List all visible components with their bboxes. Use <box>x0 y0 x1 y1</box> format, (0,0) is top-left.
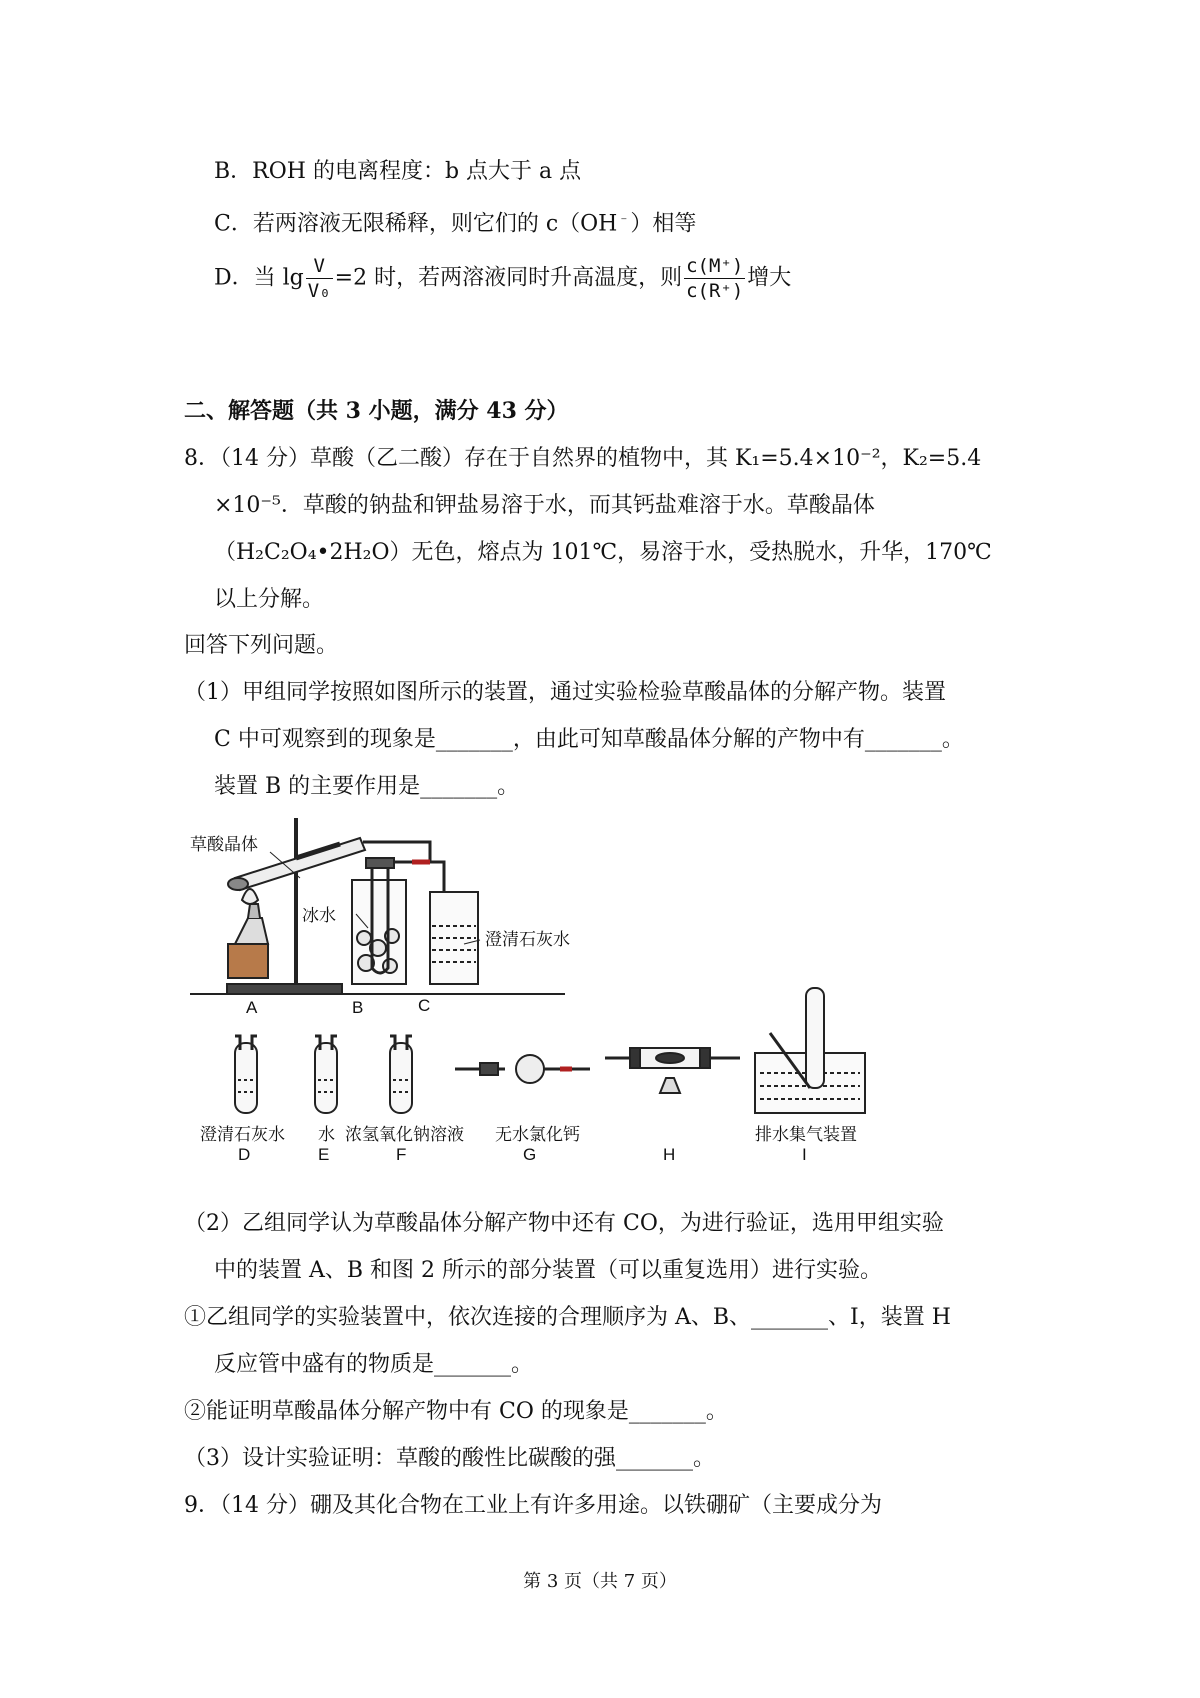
q8-sub1-line2: 反应管中盛有的物质是_______。 <box>214 1352 534 1377</box>
label-i-name: 排水集气装置 <box>755 1125 857 1144</box>
option-d: D．当 lg $\frac{V}{\text{V₀}}$ =2 时，若两溶液同时升高温度，则 $\frac{c(M^+)}{c(R^+)}$ 增大 <box>214 255 792 302</box>
option-b: B．ROH 的电离程度：b 点大于 a 点 <box>214 159 582 184</box>
label-ice-water: 冰水 <box>302 906 336 925</box>
label-c: C <box>418 996 431 1015</box>
option-c: C．若两溶液无限稀释，则它们的 c（OH﹣）相等 <box>214 211 697 237</box>
q8-line-3: （H₂C₂O₄•2H₂O）无色，熔点为 101℃，易溶于水，受热脱水，升华，170℃ <box>214 540 992 565</box>
label-e: E <box>318 1145 330 1164</box>
label-f-name: 浓氢氧化钠溶液 <box>345 1125 464 1144</box>
q8-line-4: 以上分解。 <box>214 587 325 612</box>
apparatus-figure <box>180 818 980 1193</box>
q8-part3: （3）设计实验证明：草酸的酸性比碳酸的强_______。 <box>184 1446 715 1471</box>
q8-part2-line1: （2）乙组同学认为草酸晶体分解产物中还有 CO，为进行验证，选用甲组实验 <box>184 1211 944 1236</box>
label-i: I <box>802 1145 807 1164</box>
label-limewater: 澄清石灰水 <box>485 930 570 949</box>
q8-part1-line3: 装置 B 的主要作用是_______。 <box>214 774 520 799</box>
label-h: H <box>663 1145 676 1164</box>
label-d: D <box>238 1145 251 1164</box>
label-a: A <box>246 998 258 1017</box>
section-title: 二、解答题（共 3 小题，满分 43 分） <box>184 398 569 424</box>
q8-sub1-line1: ①乙组同学的实验装置中，依次连接的合理顺序为 A、B、_______、I，装置 H <box>184 1305 951 1330</box>
label-g-name: 无水氯化钙 <box>495 1125 580 1144</box>
q8-part1-line1: （1）甲组同学按照如图所示的装置，通过实验检验草酸晶体的分解产物。装置 <box>184 680 946 705</box>
q8-line-1: 8．（14 分）草酸（乙二酸）存在于自然界的植物中，其 K₁=5.4×10⁻²，K₂=5.4 <box>184 446 982 471</box>
q9-line-1: 9．（14 分）硼及其化合物在工业上有许多用途。以铁硼矿（主要成分为 <box>184 1493 882 1518</box>
q8-sub2: ②能证明草酸晶体分解产物中有 CO 的现象是_______。 <box>184 1399 728 1424</box>
label-oxalic-crystal: 草酸晶体 <box>190 835 258 854</box>
label-e-name: 水 <box>318 1125 335 1144</box>
label-f: F <box>396 1145 407 1164</box>
label-g: G <box>523 1145 537 1164</box>
q8-line-5: 回答下列问题。 <box>184 633 339 658</box>
fraction-v-over-v0: $\frac{V}{\text{V₀}}$ <box>307 255 331 302</box>
q8-line-2: ×10⁻⁵．草酸的钠盐和钾盐易溶于水，而其钙盐难溶于水。草酸晶体 <box>214 493 875 518</box>
q8-part2-line2: 中的装置 A、B 和图 2 所示的部分装置（可以重复选用）进行实验。 <box>214 1258 883 1283</box>
label-d-name: 澄清石灰水 <box>200 1125 285 1144</box>
page-footer: 第 3 页（共 7 页） <box>523 1571 677 1592</box>
q8-part1-line2: C 中可观察到的现象是_______，由此可知草酸晶体分解的产物中有_______。 <box>214 727 964 752</box>
label-b: B <box>352 998 364 1017</box>
fraction-cm-over-cr: $\frac{c(M^+)}{c(R^+)}$ <box>686 255 744 302</box>
